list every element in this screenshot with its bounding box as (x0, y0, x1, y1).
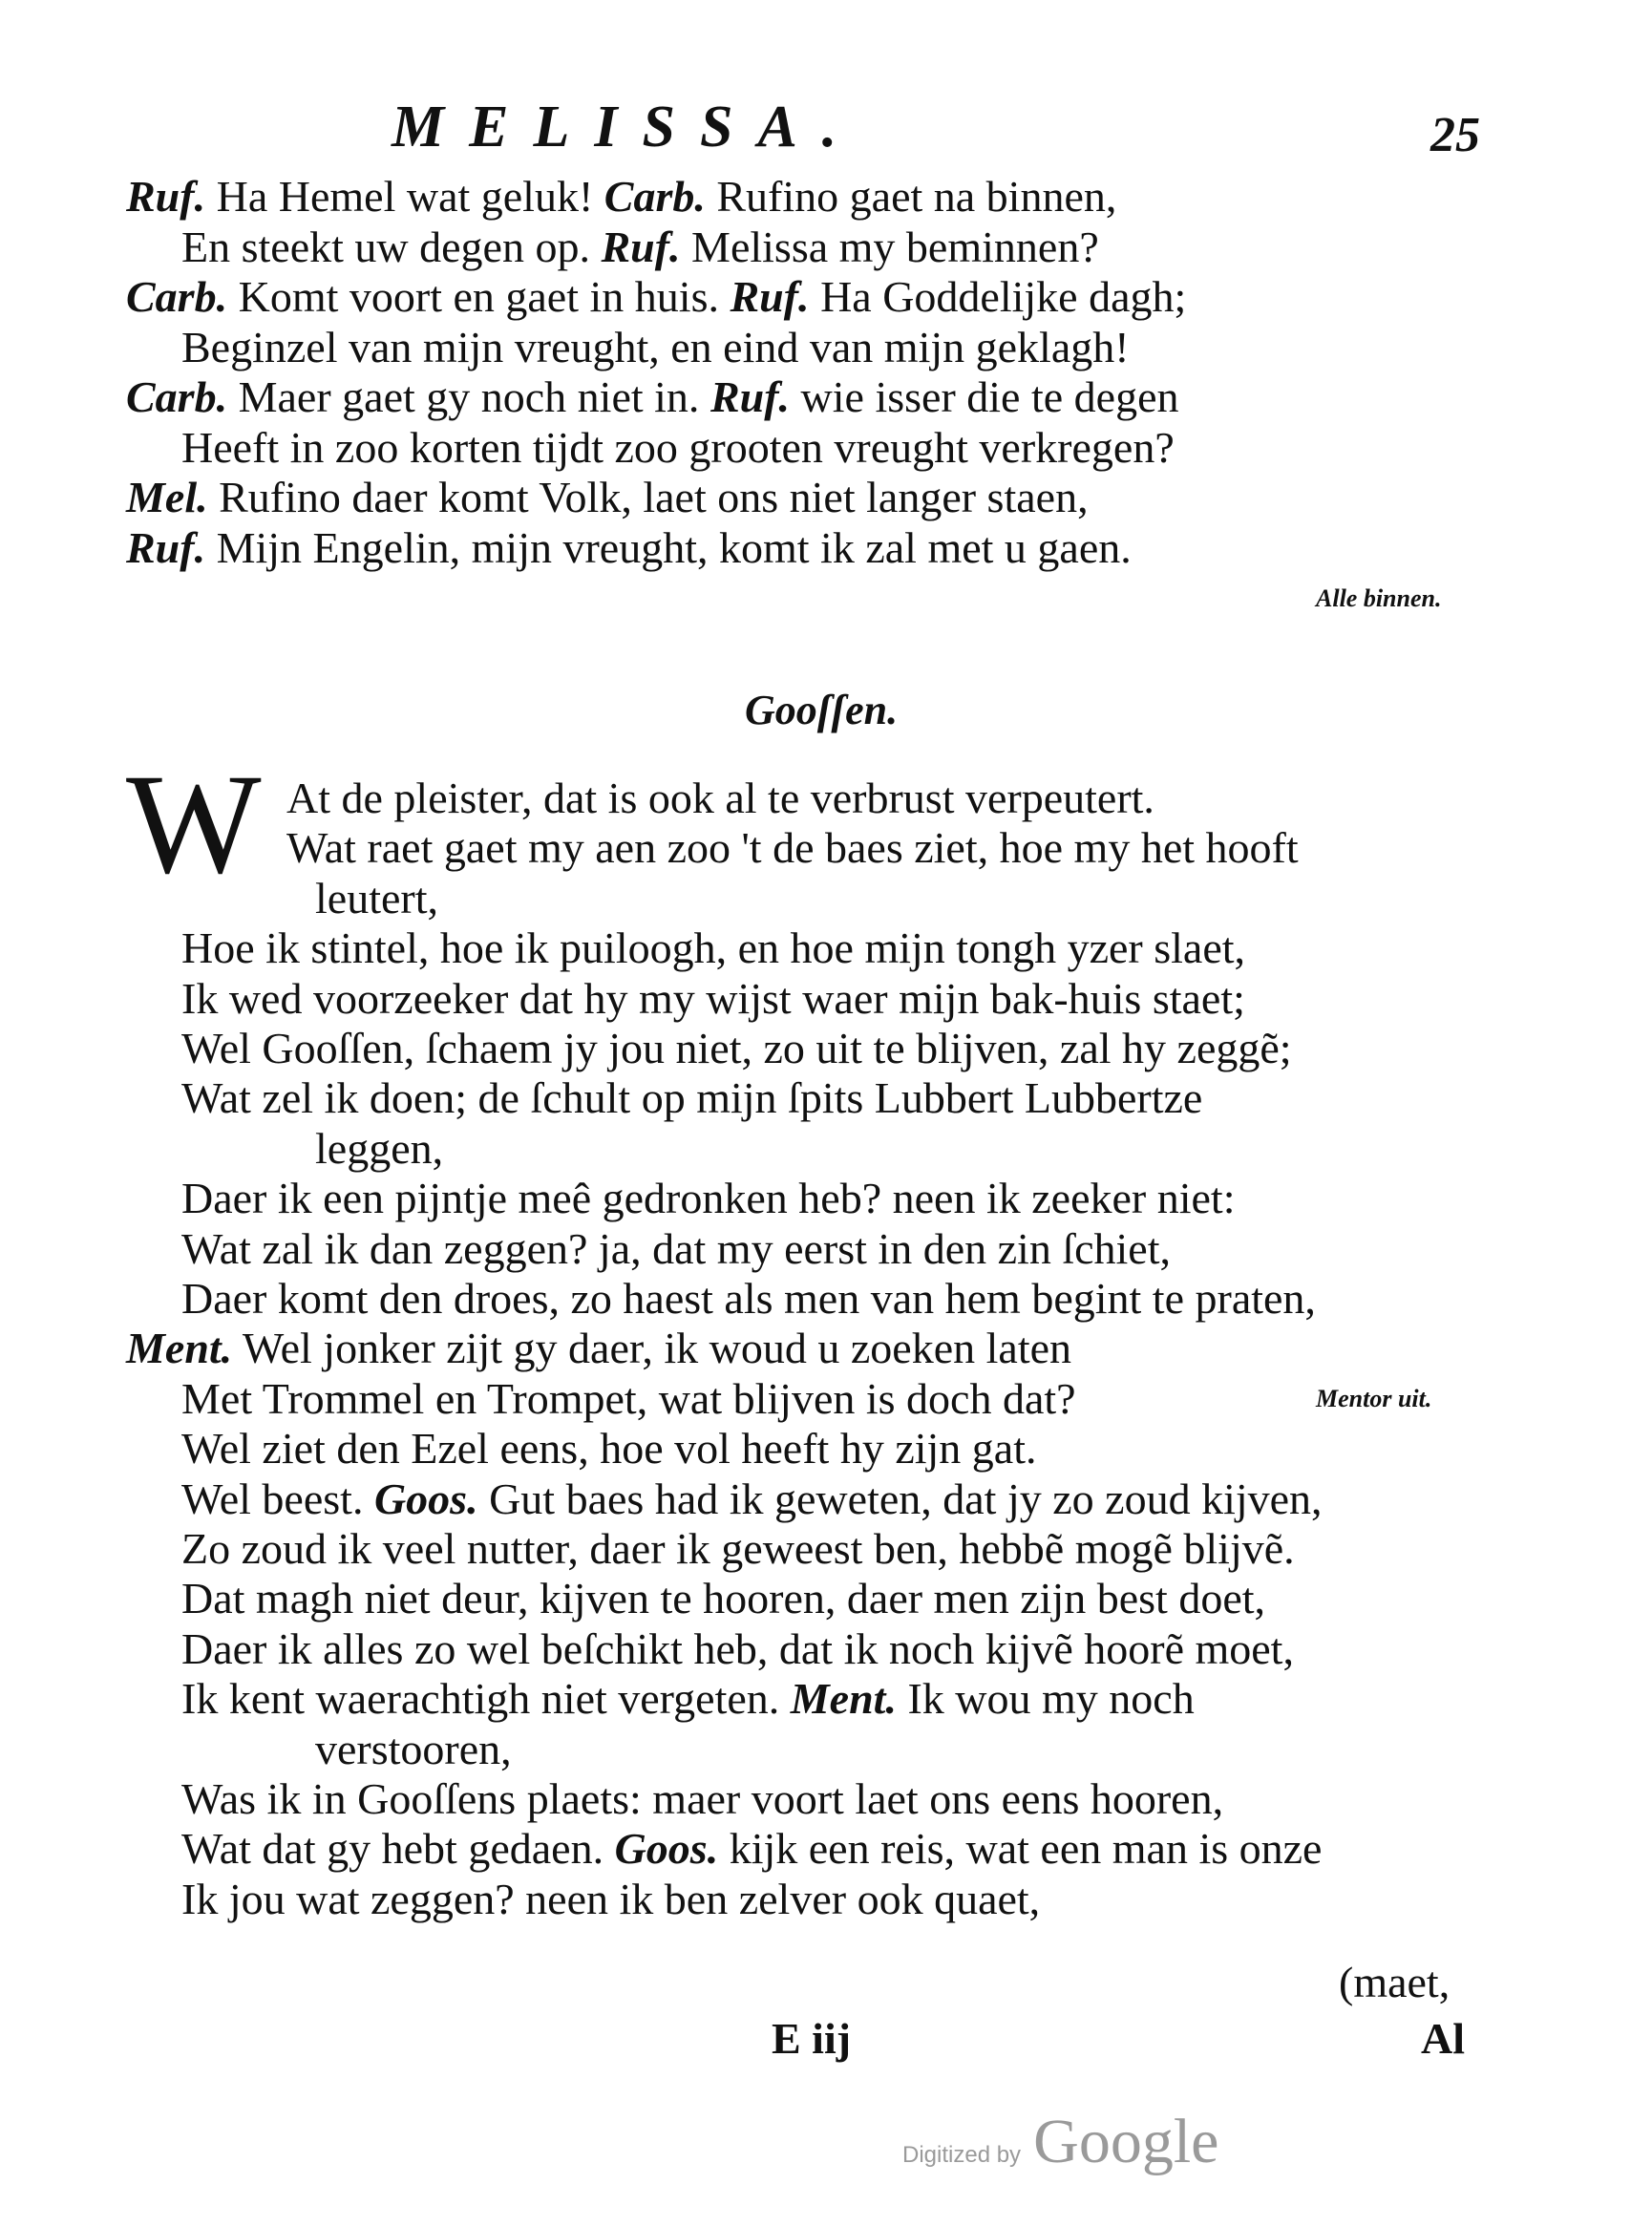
verse-line (181, 1224, 1171, 1274)
speaker-name: Carb. (126, 272, 228, 321)
verse-line (181, 923, 1245, 973)
verse-text: Ik kent waerachtigh niet vergeten. (181, 1674, 791, 1724)
verse-text: Met Trommel en Trompet, wat blijven is doch dat? (181, 1373, 1076, 1423)
turnover-word: (maet, (1339, 1958, 1451, 2006)
speaker-name: Ruf. (710, 372, 791, 421)
verse-text: Maer gaet gy noch niet in. (227, 372, 710, 421)
speaker-name: Mel. (126, 473, 208, 521)
verse-line (181, 1524, 1295, 1574)
verse-text: leutert, (315, 873, 438, 923)
verse-text: wie isser die te degen (790, 372, 1179, 421)
verse-text: Zo zoud ik veel nutter, daer ik geweest ben, hebbẽ mogẽ blijvẽ. (181, 1524, 1295, 1573)
verse-line (181, 1024, 1292, 1073)
speaker-name: Ruf. (601, 222, 681, 271)
verse-line (126, 272, 1186, 322)
verse-text: En steekt uw degen op. (181, 222, 602, 271)
verse-text: Ha Goddelijke dagh; (809, 272, 1187, 321)
speaker-name: Goos. (373, 1474, 478, 1523)
stage-direction-enter: Mentor uit. (1316, 1385, 1432, 1412)
speaker-name: Carb. (126, 372, 228, 421)
verse-line (126, 523, 1132, 573)
verse-text: Dat magh niet deur, kijven te hooren, daer men zijn best doet, (181, 1574, 1266, 1623)
verse-text: Komt voort en gaet in huis. (227, 272, 731, 321)
stage-direction-exit: Alle binnen. (1316, 584, 1442, 612)
verse-text: Gut baes had ik geweten, dat jy zo zoud kijven, (477, 1474, 1323, 1523)
verse-text: leggen, (315, 1123, 444, 1173)
verse-text: Rufino gaet na binnen, (705, 172, 1117, 221)
verse-line (181, 1674, 1195, 1724)
verse-line (126, 372, 1179, 422)
verse-text: Wel ziet den Ezel eens, hoe vol heeft hy zijn gat. (181, 1424, 1037, 1474)
verse-text: Wel Gooſſen, ſchaem jy jou niet, zo uit te blijven, zal hy zeggẽ; (181, 1024, 1292, 1072)
verse-text: Wat dat gy hebt gedaen. (181, 1824, 615, 1874)
speaker-name: Ment. (790, 1674, 897, 1724)
verse-text: Wel jonker zijt gy daer, ik woud u zoeken laten (232, 1324, 1072, 1373)
speaker-name: Ruf. (126, 172, 206, 221)
verse-text: Beginzel van mijn vreught, en eind van mijn geklagh! (181, 322, 1130, 371)
signature-mark: E iij (772, 2014, 852, 2063)
scene-heading: Gooſſen. (745, 687, 899, 733)
verse-text: Wat raet gaet my aen zoo 't de baes ziet, hoe my het hooft (286, 823, 1299, 873)
speaker-name: Ruf. (730, 272, 810, 321)
verse-line (181, 1374, 1076, 1424)
verse-text: Hoe ik stintel, hoe ik puiloogh, en hoe mijn tongh yzer slaet, (181, 923, 1246, 973)
speaker-name: Carb. (604, 172, 706, 221)
verse-text: Melissa my beminnen? (680, 222, 1099, 271)
verse-text: At de pleister, dat is ook al te verbrust verpeutert. (286, 774, 1154, 822)
watermark-prefix: Digitized by (902, 2142, 1022, 2168)
verse-text: Ik jou wat zeggen? neen ik ben zelver ook quaet, (181, 1874, 1041, 1923)
verse-line (181, 1774, 1223, 1824)
verse-text: Wel beest. (181, 1474, 374, 1523)
verse-text: Heeft in zoo korten tijdt zoo grooten vreught verkregen? (181, 422, 1175, 472)
speaker-name: Ruf. (126, 522, 206, 572)
verse-text: verstooren, (315, 1724, 512, 1773)
verse-line (181, 1474, 1323, 1524)
catchword: Al (1421, 2014, 1465, 2063)
verse-text: Ik wou my noch (896, 1674, 1195, 1724)
verse-line (181, 1073, 1202, 1123)
verse-line (286, 774, 1154, 823)
verse-line (181, 974, 1245, 1024)
verse-text: Daer komt den droes, zo haest als men van hem begint te praten, (181, 1274, 1316, 1323)
verse-line (181, 1875, 1040, 1924)
verse-line (181, 323, 1130, 372)
verse-line (181, 423, 1175, 473)
verse-text: Daer ik alles zo wel beſchikt heb, dat ik noch kijvẽ hoorẽ moet, (181, 1623, 1294, 1673)
verse-line (315, 874, 438, 923)
running-title: MELISSA. (392, 95, 862, 159)
verse-text: Wat zal ik dan zeggen? ja, dat my eerst in den zin ſchiet, (181, 1223, 1171, 1273)
verse-line (181, 1624, 1294, 1674)
verse-text: Wat zel ik doen; de ſchult op mijn ſpits Lubbert Lubbertze (181, 1073, 1203, 1123)
verse-line (286, 823, 1299, 873)
verse-text: Daer ik een pijntje meê gedronken heb? neen ik zeeker niet: (181, 1174, 1236, 1223)
verse-line (181, 1424, 1037, 1474)
verse-text: Was ik in Gooſſens plaets: maer voort laet ons eens hooren, (181, 1774, 1224, 1823)
verse-line (181, 1574, 1265, 1623)
watermark-brand: Google (1033, 2107, 1219, 2176)
verse-line (181, 1274, 1316, 1324)
page-number: 25 (1430, 108, 1480, 162)
drop-cap: W (126, 745, 262, 903)
speaker-name: Ment. (126, 1324, 233, 1373)
verse-line (181, 1174, 1235, 1223)
verse-line (126, 1324, 1071, 1373)
verse-line (126, 473, 1089, 522)
verse-text: Ha Hemel wat geluk! (205, 172, 604, 221)
verse-text: Ik wed voorzeeker dat hy my wijst waer mijn bak-huis staet; (181, 973, 1245, 1023)
verse-line (315, 1124, 443, 1174)
verse-text: Rufino daer komt Volk, laet ons niet langer staen, (207, 473, 1089, 521)
digitized-watermark (902, 2106, 1218, 2178)
verse-text: kijk een reis, wat een man is onze (718, 1824, 1323, 1874)
verse-line (181, 1824, 1322, 1874)
verse-line (181, 223, 1099, 272)
speaker-name: Goos. (614, 1824, 719, 1874)
verse-line (315, 1725, 512, 1774)
verse-line (126, 172, 1116, 222)
verse-text: Mijn Engelin, mijn vreught, komt ik zal met u gaen. (205, 522, 1132, 572)
